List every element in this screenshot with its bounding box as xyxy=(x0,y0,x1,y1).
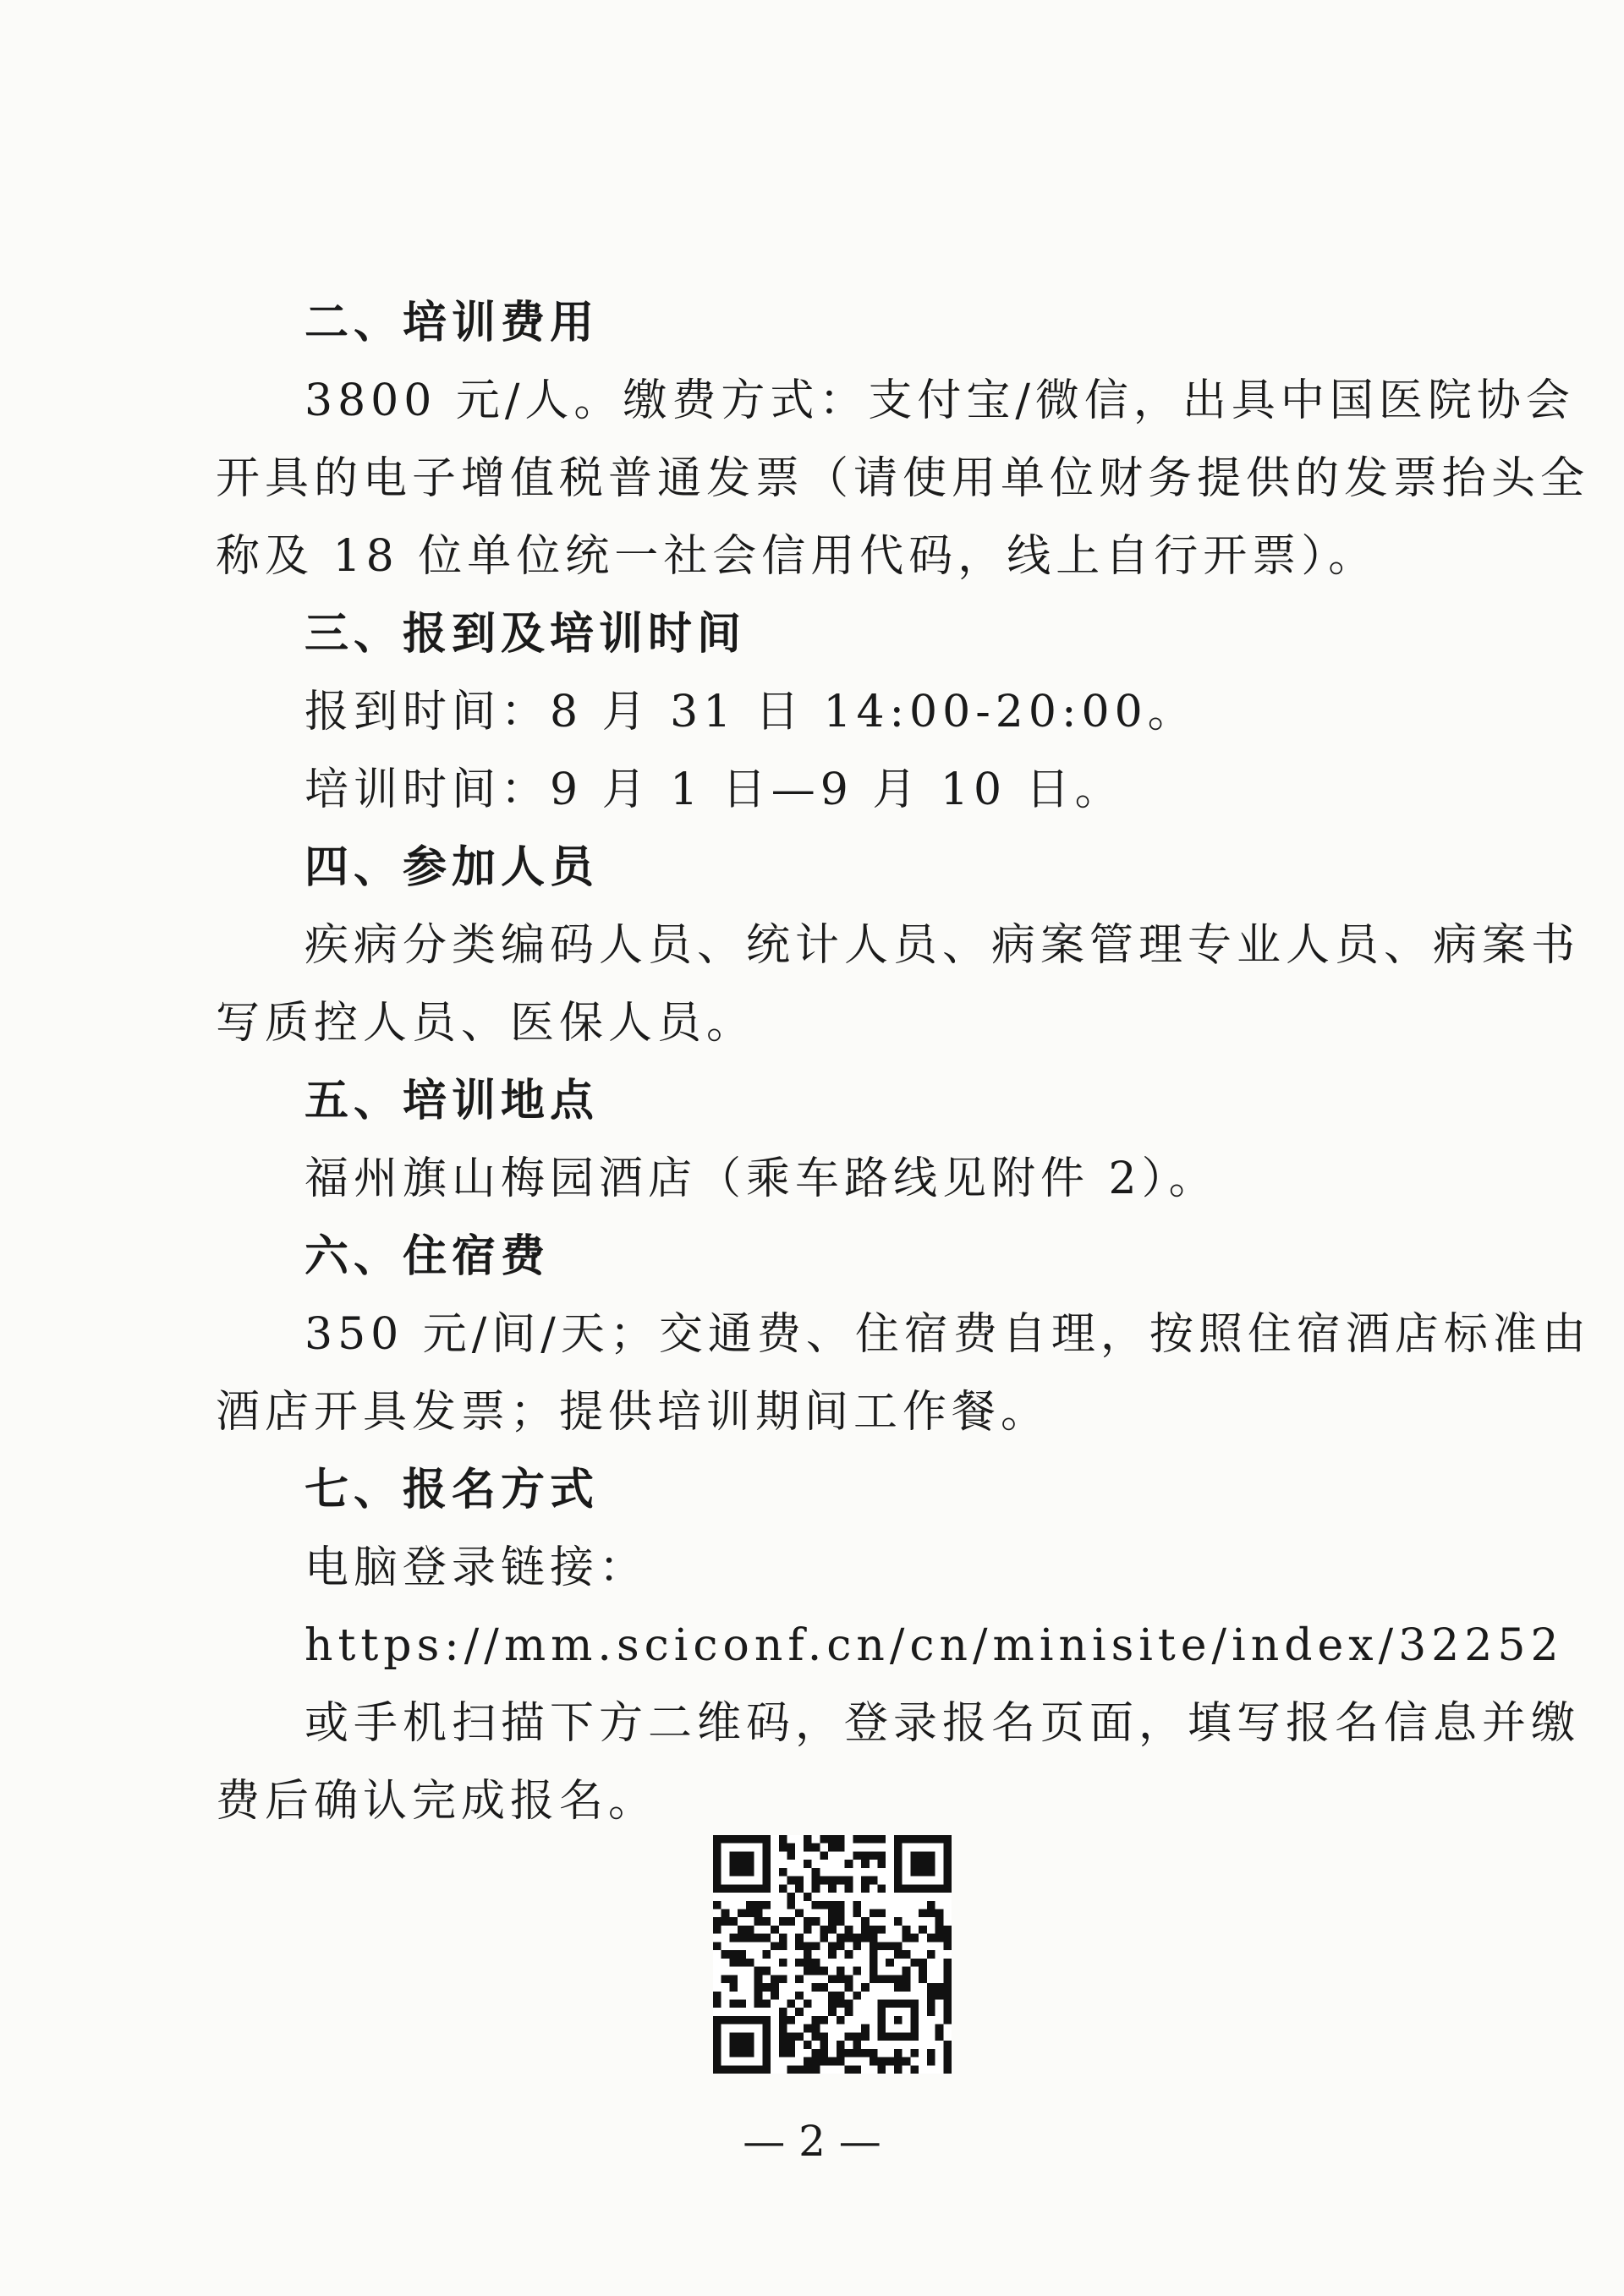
signup-url[interactable]: https://mm.sciconf.cn/cn/minisite/index/32252 xyxy=(304,1620,1564,1671)
section-heading-location: 五、培训地点 xyxy=(304,1076,600,1126)
participants-line-2: 写质控人员、医保人员。 xyxy=(216,998,756,1049)
signup-line-2: 费后确认完成报名。 xyxy=(216,1776,658,1827)
signup-line-1: 或手机扫描下方二维码，登录报名页面，填写报名信息并缴 xyxy=(304,1698,1581,1749)
participants-line-1: 疾病分类编码人员、统计人员、病案管理专业人员、病案书 xyxy=(304,920,1581,971)
fee-line-2: 开具的电子增值税普通发票（请使用单位财务提供的发票抬头全 xyxy=(216,453,1590,504)
fee-line-3: 称及 18 位单位统一社会信用代码，线上自行开票）。 xyxy=(216,531,1378,582)
section-heading-time: 三、报到及培训时间 xyxy=(304,609,747,660)
location-text: 福州旗山梅园酒店（乘车路线见附件 2）。 xyxy=(304,1153,1218,1204)
lodging-line-2: 酒店开具发票；提供培训期间工作餐。 xyxy=(216,1387,1051,1438)
training-time: 培训时间：9 月 1 日—9 月 10 日。 xyxy=(304,764,1124,815)
section-heading-lodging: 六、住宿费 xyxy=(304,1231,551,1282)
page-number: — 2 — xyxy=(743,2117,881,2166)
section-heading-signup: 七、报名方式 xyxy=(304,1465,600,1515)
section-heading-fee: 二、培训费用 xyxy=(304,298,600,348)
lodging-line-1: 350 元/间/天；交通费、住宿费自理，按照住宿酒店标准由 xyxy=(304,1309,1591,1360)
pc-login-label: 电脑登录链接： xyxy=(304,1543,649,1593)
qr-code-image[interactable] xyxy=(713,1835,952,2074)
fee-line-1: 3800 元/人。缴费方式：支付宝/微信，出具中国医院协会 xyxy=(304,375,1575,426)
registration-time: 报到时间：8 月 31 日 14:00-20:00。 xyxy=(304,687,1197,737)
section-heading-participants: 四、参加人员 xyxy=(304,842,600,893)
